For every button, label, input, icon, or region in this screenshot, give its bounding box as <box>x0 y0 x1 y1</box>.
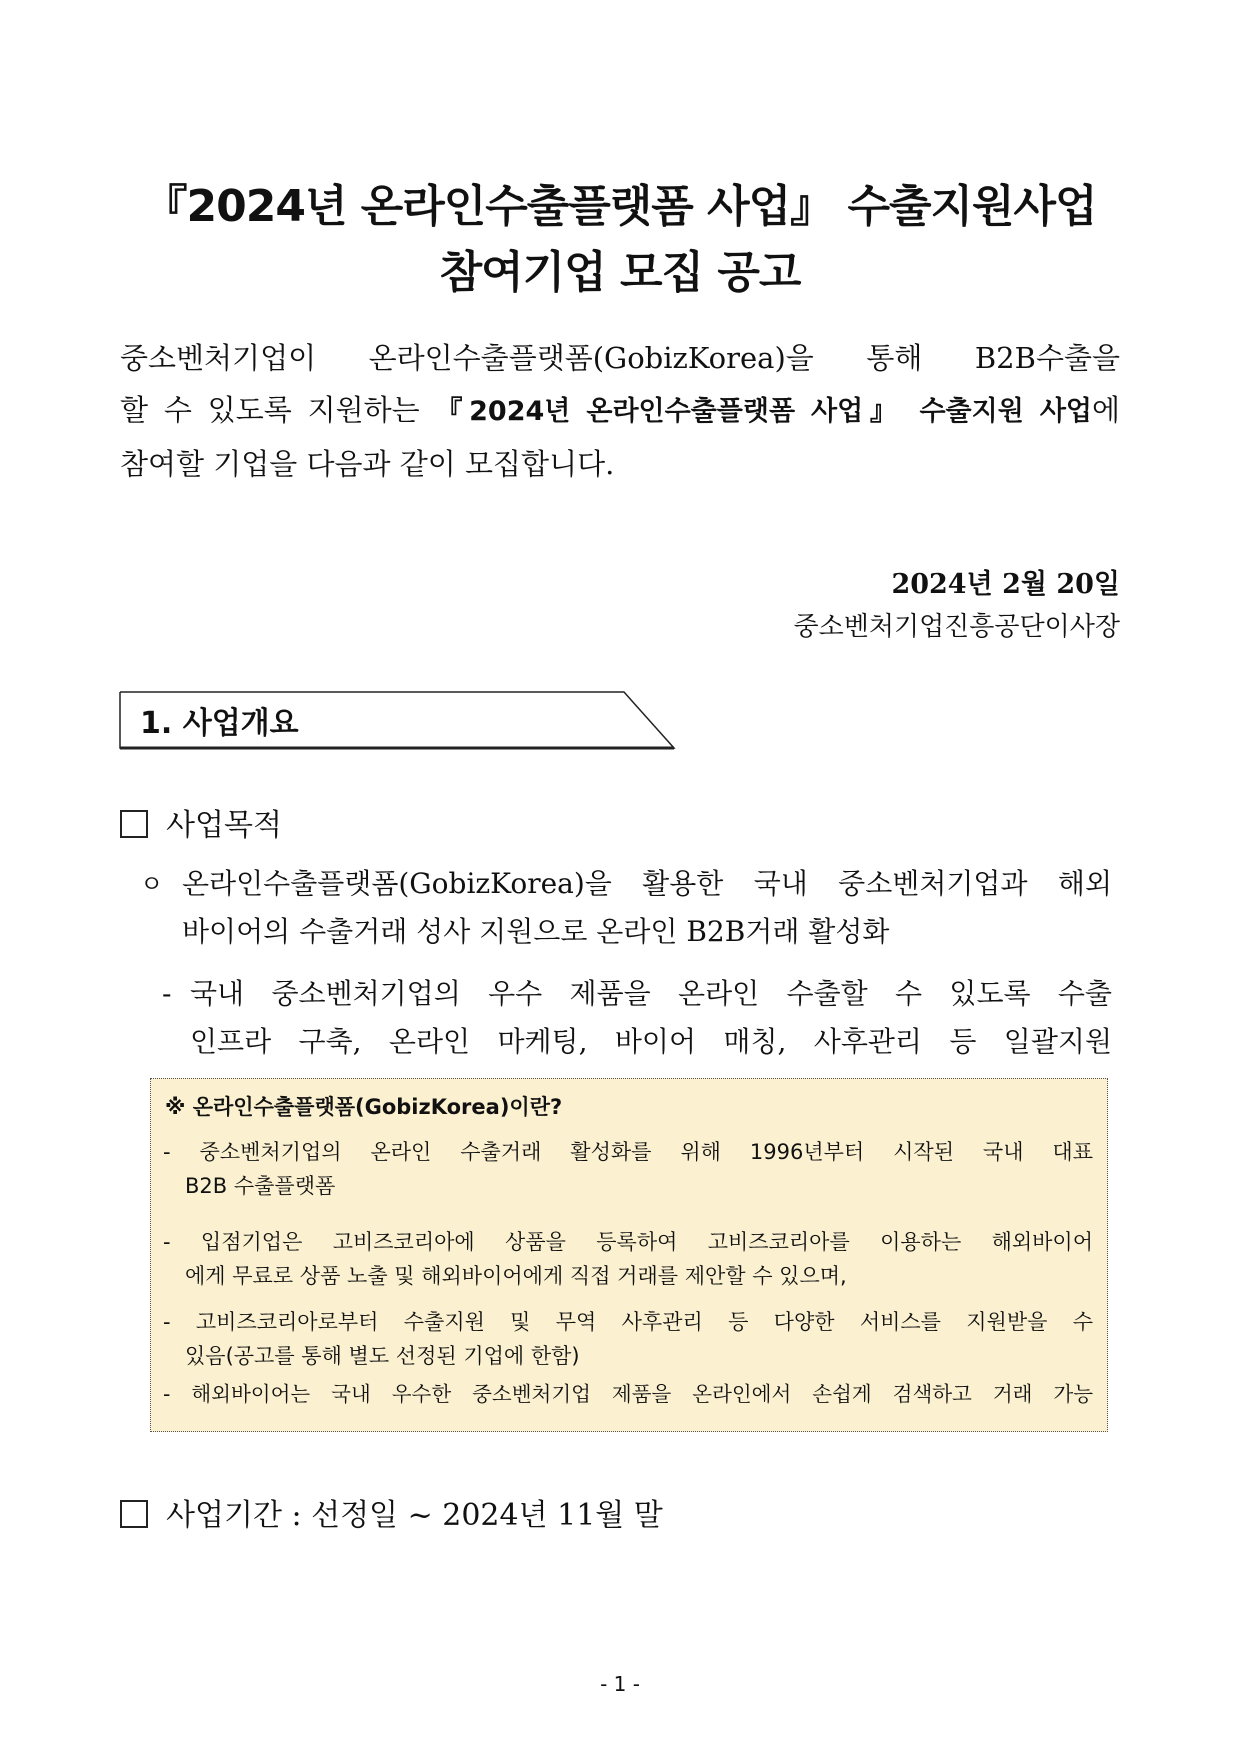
intro-line-3: 참여할 기업을 다음과 같이 모집합니다. <box>120 447 615 481</box>
period-heading: 사업기간 <box>166 1498 282 1533</box>
page-number: - 1 - <box>600 1672 640 1696</box>
intro-line-2 <box>120 384 1120 438</box>
checkbox-square-icon <box>120 810 148 838</box>
info-item-4-line-1: - 해외바이어는 국내 우수한 중소벤처기업 제품을 온라인에서 손쉽게 검색하고 거래 가능 <box>163 1382 1093 1406</box>
purpose-bullet-text <box>182 860 1112 956</box>
document-title-line-1: 『2024년 온라인수출플랫폼 사업』 수출지원사업 <box>143 181 1097 232</box>
purpose-heading: 사업목적 <box>166 808 282 843</box>
info-item-2-line-1: - 입점기업은 고비즈코리아에 상품을 등록하여 고비즈코리아를 이용하는 해외바이어 <box>163 1230 1093 1254</box>
period-value: : 선정일 ~ 2024년 11월 말 <box>281 1498 663 1533</box>
info-item-1 <box>163 1135 1093 1203</box>
info-item-3-line-1: - 고비즈코리아로부터 수출지원 및 무역 사후관리 등 다양한 서비스를 지원받을 수 <box>163 1310 1093 1334</box>
info-box-title: ※ 온라인수출플랫폼(GobizKorea)이란? <box>165 1095 563 1119</box>
info-item-3 <box>163 1305 1093 1373</box>
purpose-line-1: 온라인수출플랫폼(GobizKorea)을 활용한 국내 중소벤처기업과 해외 <box>182 867 1112 900</box>
info-item-4 <box>163 1377 1093 1411</box>
purpose-sub-line-2: 인프라 구축, 온라인 마케팅, 바이어 매칭, 사후관리 등 일괄지원 <box>190 1025 1112 1058</box>
info-item-3-line-2: 있음(공고를 통해 별도 선정된 기업에 한함) <box>185 1344 580 1368</box>
intro-line-2-suffix: 에 <box>1092 393 1121 427</box>
purpose-sub-dash: - <box>162 977 172 1010</box>
purpose-line-2: 바이어의 수출거래 성사 지원으로 온라인 B2B거래 활성화 <box>182 915 890 948</box>
purpose-heading-row <box>120 800 282 844</box>
info-item-1-line-2: B2B 수출플랫폼 <box>185 1174 336 1198</box>
gobizkorea-info-box <box>150 1078 1108 1432</box>
issuer-name: 중소벤처기업진흥공단이사장 <box>793 612 1120 642</box>
section-1-heading-box <box>118 690 678 750</box>
info-item-1-line-1: - 중소벤처기업의 온라인 수출거래 활성화를 위해 1996년부터 시작된 국내 대표 <box>163 1140 1093 1164</box>
purpose-bullet: ㅇ <box>140 870 164 898</box>
intro-business-name: 『2024년 온라인수출플랫폼 사업』 수출지원 사업 <box>435 396 1092 427</box>
purpose-sub-line-1: 국내 중소벤처기업의 우수 제품을 온라인 수출할 수 있도록 수출 <box>190 977 1112 1010</box>
checkbox-square-icon <box>120 1500 148 1528</box>
info-item-2-line-2: 에게 무료로 상품 노출 및 해외바이어에게 직접 거래를 제안할 수 있으며, <box>185 1264 847 1288</box>
period-row <box>120 1490 663 1534</box>
intro-paragraph <box>120 332 1120 490</box>
section-1-heading: 1. 사업개요 <box>140 706 299 741</box>
intro-line-1: 중소벤처기업이 온라인수출플랫폼(GobizKorea)을 통해 B2B수출을 <box>120 341 1120 375</box>
purpose-sub-text <box>190 970 1112 1066</box>
announcement-date: 2024년 2월 20일 <box>891 569 1120 600</box>
intro-line-2-prefix: 할 수 있도록 지원하는 <box>120 393 436 427</box>
document-title-line-2: 참여기업 모집 공고 <box>439 247 801 298</box>
info-item-2 <box>163 1225 1093 1293</box>
